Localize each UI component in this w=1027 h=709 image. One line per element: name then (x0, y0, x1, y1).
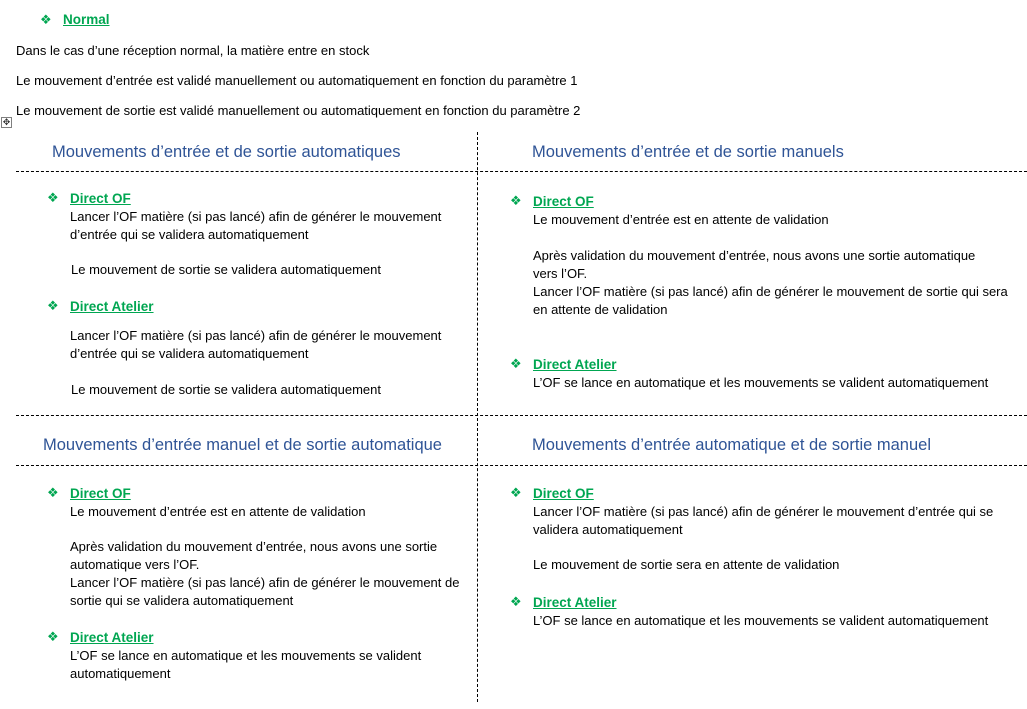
table-center-divider (477, 132, 478, 702)
table-row-divider-2 (16, 415, 1027, 416)
diamond-bullet-icon: ❖ (47, 190, 59, 205)
text-line: L’OF se lance en automatique et les mouvements se valident automatiquement (533, 613, 989, 628)
diamond-bullet-icon: ❖ (510, 485, 522, 500)
direct-atelier-link[interactable]: Direct Atelier (533, 357, 617, 372)
cell-heading-top-left: Mouvements d’entrée et de sortie automatiques (52, 143, 401, 161)
text-line: Le mouvement de sortie se validera automatiquement (71, 262, 382, 277)
diamond-bullet-icon: ❖ (510, 356, 522, 371)
intro-line-1: Dans le cas d’une réception normal, la matière entre en stock (16, 43, 370, 58)
direct-of-link[interactable]: Direct OF (70, 191, 131, 206)
diamond-bullet-icon: ❖ (510, 193, 522, 208)
direct-atelier-link[interactable]: Direct Atelier (70, 299, 154, 314)
diamond-bullet-icon: ❖ (40, 12, 52, 27)
text-line: Le mouvement de sortie se validera automatiquement (71, 382, 382, 397)
text-block: Après validation du mouvement d’entrée, nous avons une sortie automatique vers l’OF. Lancer l’OF matière (si pas lancé) afin de générer le mouvement de sortie qui se validera automatiquement (70, 539, 460, 608)
cell-heading-bottom-right: Mouvements d’entrée automatique et de sortie manuel (532, 436, 931, 454)
diamond-bullet-icon: ❖ (47, 629, 59, 644)
text-block: Après validation du mouvement d’entrée, nous avons une sortie automatique vers l’OF. Lancer l’OF matière (si pas lancé) afin de générer le mouvement de sortie qui sera en attente de validation (533, 248, 1008, 317)
direct-of-link[interactable]: Direct OF (533, 194, 594, 209)
direct-of-link[interactable]: Direct OF (70, 486, 131, 501)
text-line: Le mouvement d’entrée est en attente de validation (533, 212, 829, 227)
intro-line-3: Le mouvement de sortie est validé manuellement ou automatiquement en fonction du paramètre 2 (16, 103, 581, 118)
text-line: Le mouvement d’entrée est en attente de validation (70, 504, 366, 519)
table-row-divider-3 (16, 465, 1027, 466)
direct-atelier-link[interactable]: Direct Atelier (533, 595, 617, 610)
diamond-bullet-icon: ❖ (47, 298, 59, 313)
cell-heading-top-right: Mouvements d’entrée et de sortie manuels (532, 143, 844, 161)
move-handle-icon[interactable]: ✥ (2, 117, 11, 127)
text-block: Lancer l’OF matière (si pas lancé) afin de générer le mouvement d’entrée qui se validera automatiquement (533, 504, 994, 537)
text-line: L’OF se lance en automatique et les mouvements se valident automatiquement (533, 375, 989, 390)
direct-of-link[interactable]: Direct OF (533, 486, 594, 501)
text-block: Lancer l’OF matière (si pas lancé) afin de générer le mouvement d’entrée qui se validera automatiquement (70, 328, 442, 361)
diamond-bullet-icon: ❖ (510, 594, 522, 609)
direct-atelier-link[interactable]: Direct Atelier (70, 630, 154, 645)
diamond-bullet-icon: ❖ (47, 485, 59, 500)
normal-heading-link[interactable]: Normal (63, 12, 110, 27)
cell-heading-bottom-left: Mouvements d’entrée manuel et de sortie automatique (43, 436, 442, 454)
text-block: Lancer l’OF matière (si pas lancé) afin de générer le mouvement d’entrée qui se validera automatiquement (70, 209, 442, 242)
text-line: Le mouvement de sortie sera en attente de validation (533, 557, 840, 572)
text-block: L’OF se lance en automatique et les mouvements se valident automatiquement (70, 648, 422, 681)
table-row-divider-1 (16, 171, 1027, 172)
intro-line-2: Le mouvement d’entrée est validé manuellement ou automatiquement en fonction du paramètre 1 (16, 73, 578, 88)
